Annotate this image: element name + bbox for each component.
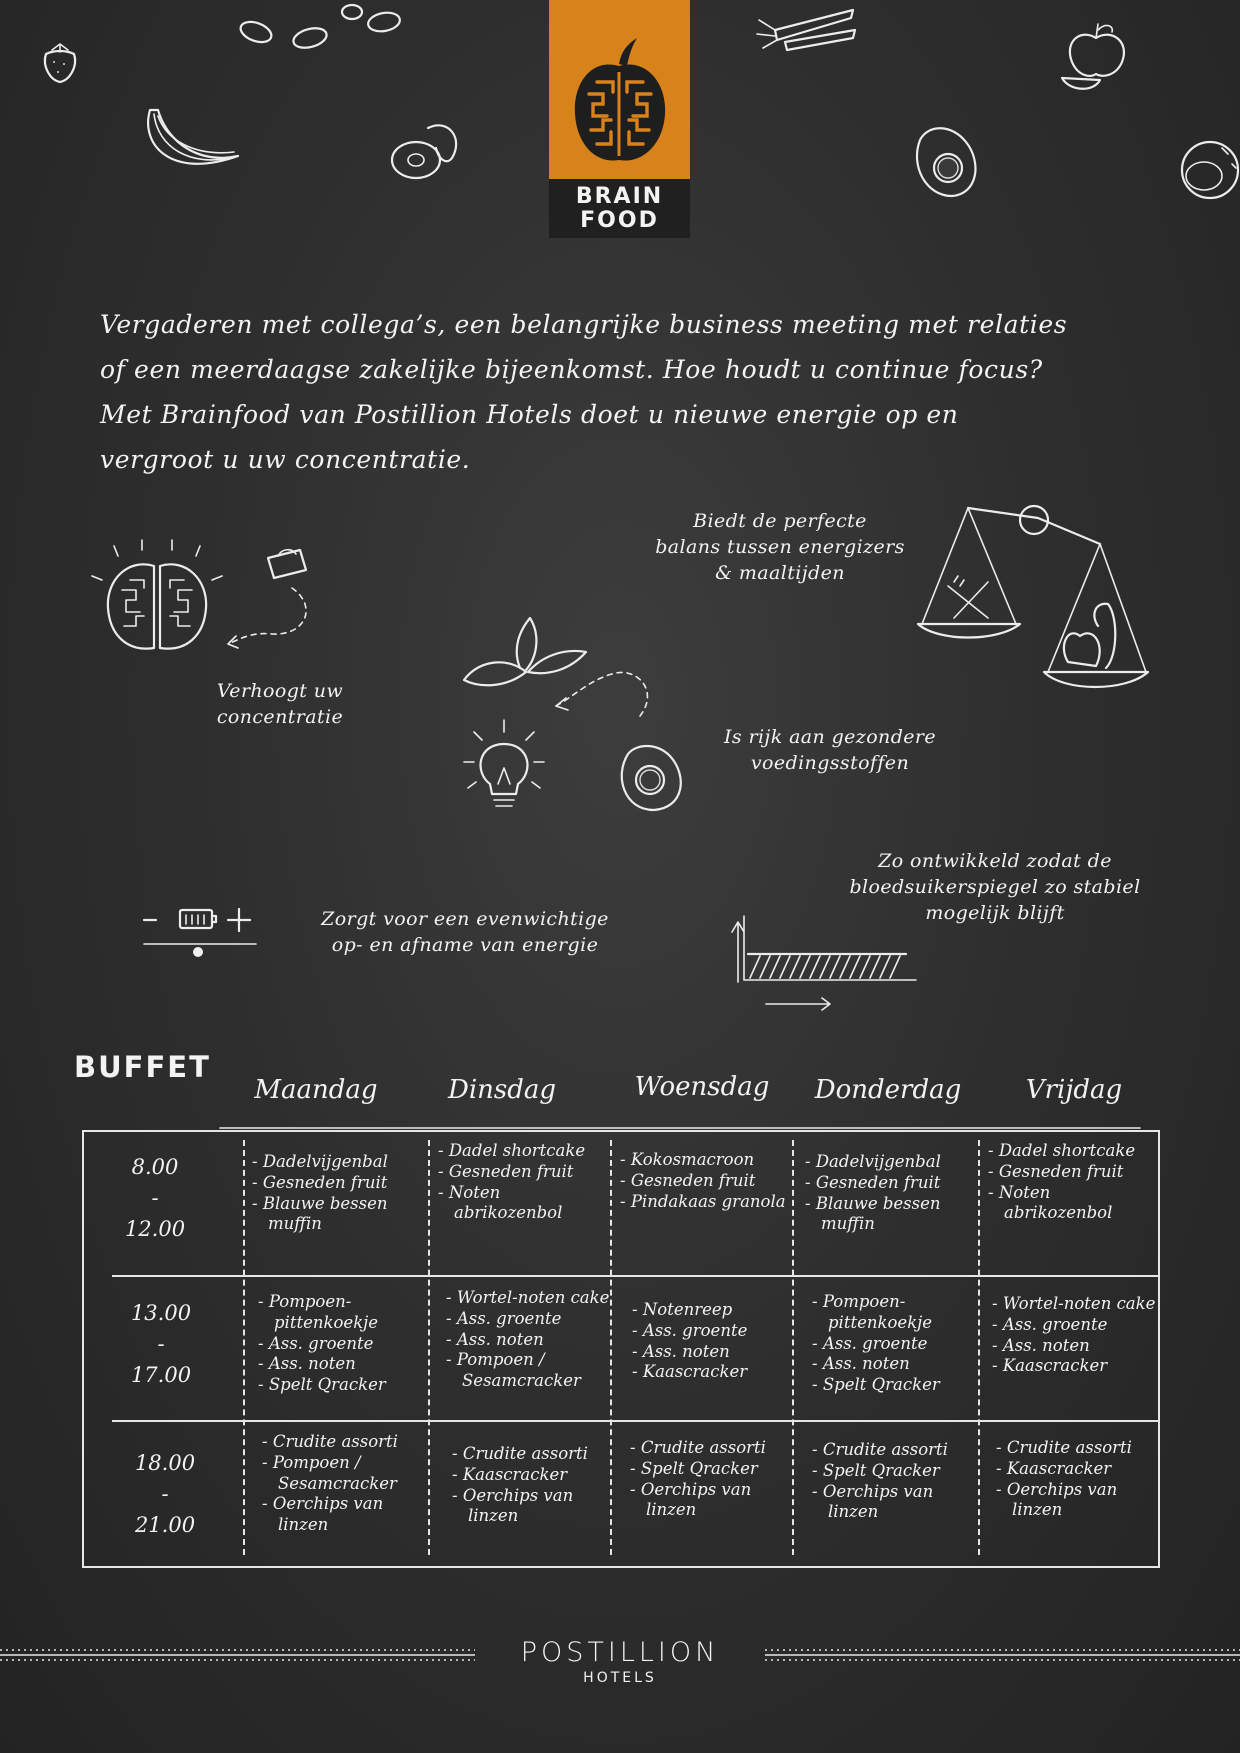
menu-item: - Spelt Qracker bbox=[630, 1458, 758, 1478]
day-header-donderdag: Donderdag bbox=[814, 1075, 962, 1105]
menu-item: - Spelt Qracker bbox=[258, 1375, 386, 1395]
menu-item: - Dadelvijgenbal bbox=[805, 1152, 941, 1171]
brain-icon bbox=[92, 540, 222, 670]
menu-item: - Ass. noten bbox=[258, 1354, 356, 1374]
footer-sub: HOTELS bbox=[583, 1670, 657, 1686]
menu-item: - Kaascracker bbox=[992, 1356, 1108, 1376]
menu-item: - Ass. noten bbox=[812, 1354, 910, 1374]
menu-item: - Ass. groente bbox=[446, 1308, 562, 1328]
intro-line: vergroot u uw concentratie. bbox=[100, 445, 471, 474]
menu-item: - Kaascracker bbox=[452, 1464, 568, 1484]
menu-cell bbox=[992, 1294, 1156, 1377]
banana-icon bbox=[140, 104, 245, 184]
menu-cell bbox=[252, 1152, 424, 1235]
note-line: bloedsuikerspiegel zo stabiel bbox=[849, 876, 1141, 898]
note-concentration bbox=[180, 678, 380, 730]
time-dash: - bbox=[157, 1332, 165, 1356]
menu-cell bbox=[262, 1432, 434, 1536]
note-line: Biedt de perfecte bbox=[693, 510, 867, 532]
menu-item: - Gesneden fruit bbox=[620, 1170, 756, 1190]
menu-item: - Ass. groente bbox=[992, 1314, 1108, 1334]
note-line: Verhoogt uw bbox=[216, 680, 344, 702]
menu-item: - Pompoen / Sesamcracker bbox=[262, 1452, 397, 1493]
menu-item: - Spelt Qracker bbox=[812, 1460, 940, 1480]
menu-item: - Wortel-noten cake bbox=[446, 1288, 610, 1307]
battery-icon bbox=[140, 906, 260, 962]
lightbulb-icon bbox=[464, 718, 544, 814]
time-slot-evening bbox=[110, 1448, 220, 1541]
menu-item: - Kokosmacroon bbox=[620, 1150, 755, 1169]
menu-item: - Ass. noten bbox=[992, 1335, 1090, 1355]
note-line: concentratie bbox=[216, 706, 344, 728]
menu-item: - Ass. noten bbox=[446, 1329, 544, 1349]
row-divider bbox=[112, 1275, 1158, 1277]
beans-icon bbox=[236, 0, 406, 54]
menu-item: - Ass. groente bbox=[632, 1320, 748, 1340]
time-start: 8.00 bbox=[131, 1155, 179, 1179]
intro-line: Met Brainfood van Postillion Hotels doet u nieuwe energie op en bbox=[100, 400, 959, 429]
dashed-arrow-to-brain bbox=[222, 586, 322, 656]
strawberry-icon bbox=[38, 42, 82, 86]
menu-item: - Crudite assorti bbox=[812, 1440, 948, 1459]
menu-item: - Gesneden fruit bbox=[252, 1172, 388, 1192]
day-header-vrijdag: Vrijdag bbox=[1025, 1075, 1123, 1105]
carrots-icon bbox=[755, 0, 860, 58]
time-dash: - bbox=[151, 1186, 159, 1210]
menu-item: - Dadelvijgenbal bbox=[252, 1152, 388, 1171]
menu-cell bbox=[630, 1438, 802, 1521]
time-end: 12.00 bbox=[124, 1217, 186, 1241]
note-line: Is rijk aan gezondere bbox=[723, 726, 937, 748]
menu-cell bbox=[632, 1300, 804, 1383]
day-header-dinsdag: Dinsdag bbox=[447, 1075, 557, 1105]
menu-cell bbox=[812, 1440, 984, 1523]
scale-icon bbox=[918, 506, 1148, 704]
time-slot-morning bbox=[100, 1152, 210, 1245]
menu-item: - Ass. groente bbox=[812, 1333, 928, 1353]
intro-line: Vergaderen met collega’s, een belangrijke business meeting met relaties bbox=[100, 310, 1068, 339]
kiwi-icon bbox=[388, 118, 464, 184]
note-bloodsugar bbox=[830, 848, 1160, 926]
menu-item: - Oerchips van linzen bbox=[262, 1494, 384, 1535]
menu-cell bbox=[438, 1141, 610, 1224]
menu-item: - Crudite assorti bbox=[630, 1438, 766, 1457]
intro-paragraph bbox=[100, 302, 1160, 482]
menu-cell bbox=[452, 1444, 624, 1527]
buffet-title: BUFFET bbox=[74, 1050, 211, 1084]
note-balance bbox=[640, 508, 920, 586]
menu-item: - Pompoen-pittenkoekje bbox=[258, 1292, 379, 1332]
menu-item: - Dadel shortcake bbox=[438, 1141, 586, 1160]
note-line: voedingsstoffen bbox=[750, 752, 910, 774]
day-header-woensdag: Woensdag bbox=[634, 1072, 770, 1102]
menu-cell bbox=[988, 1141, 1156, 1224]
intro-line: of een meerdaagse zakelijke bijeenkomst. Hoe houdt u continue focus? bbox=[100, 355, 1043, 384]
menu-item: - Noten abrikozenbol bbox=[438, 1182, 563, 1223]
graph-icon bbox=[730, 916, 920, 1014]
menu-item: - Crudite assorti bbox=[262, 1432, 398, 1451]
day-header-maandag: Maandag bbox=[254, 1075, 378, 1105]
column-divider bbox=[243, 1140, 245, 1555]
menu-item: - Kaascracker bbox=[996, 1458, 1112, 1478]
logo-line-food: FOOD bbox=[580, 208, 659, 233]
avocado-icon bbox=[908, 122, 984, 202]
brain-apple-icon bbox=[567, 34, 673, 174]
time-slot-afternoon bbox=[106, 1298, 216, 1391]
footer-brand: POSTILLION bbox=[520, 1637, 720, 1668]
note-line: & maaltijden bbox=[715, 562, 845, 584]
menu-item: - Wortel-noten cake bbox=[992, 1294, 1156, 1313]
menu-item: - Notenreep bbox=[632, 1300, 733, 1319]
note-line: Zo ontwikkeld zodat de bbox=[878, 850, 1112, 872]
menu-item: - Pindakaas granola bbox=[620, 1191, 786, 1211]
menu-item: - Oerchips van linzen bbox=[630, 1479, 752, 1520]
menu-item: - Crudite assorti bbox=[996, 1438, 1132, 1457]
menu-item: - Gesneden fruit bbox=[438, 1161, 574, 1181]
time-start: 18.00 bbox=[134, 1451, 196, 1475]
menu-item: - Ass. groente bbox=[258, 1333, 374, 1353]
avocado-icon bbox=[614, 740, 690, 816]
menu-cell bbox=[446, 1288, 618, 1392]
menu-cell bbox=[620, 1150, 792, 1212]
time-dash: - bbox=[161, 1482, 169, 1506]
menu-item: - Gesneden fruit bbox=[805, 1172, 941, 1192]
menu-item: - Pompoen / Sesamcracker bbox=[446, 1350, 581, 1391]
menu-item: - Oerchips van linzen bbox=[812, 1481, 934, 1522]
logo-line-brain: BRAIN bbox=[575, 184, 664, 209]
note-line: balans tussen energizers bbox=[655, 536, 905, 558]
apple-icon bbox=[1060, 20, 1136, 92]
menu-item: - Blauwe bessen muffin bbox=[805, 1193, 941, 1234]
menu-item: - Spelt Qracker bbox=[812, 1375, 940, 1395]
note-line: mogelijk blijft bbox=[925, 902, 1065, 924]
time-end: 17.00 bbox=[130, 1363, 192, 1387]
note-nutrients bbox=[680, 724, 980, 776]
menu-item: - Blauwe bessen muffin bbox=[252, 1193, 388, 1234]
time-end: 21.00 bbox=[134, 1513, 196, 1537]
menu-cell bbox=[812, 1292, 984, 1396]
brainfood-logo bbox=[549, 0, 690, 238]
menu-cell bbox=[996, 1438, 1156, 1521]
note-energy bbox=[290, 906, 640, 958]
menu-item: - Gesneden fruit bbox=[988, 1161, 1124, 1181]
menu-item: - Dadel shortcake bbox=[988, 1141, 1136, 1160]
note-line: Zorgt voor een evenwichtige bbox=[321, 908, 609, 930]
menu-item: - Oerchips van linzen bbox=[996, 1479, 1118, 1520]
menu-cell bbox=[258, 1292, 430, 1396]
menu-item: - Noten abrikozenbol bbox=[988, 1182, 1113, 1223]
menu-item: - Oerchips van linzen bbox=[452, 1485, 574, 1526]
time-start: 13.00 bbox=[130, 1301, 192, 1325]
coconut-icon bbox=[1172, 134, 1240, 204]
menu-item: - Ass. noten bbox=[632, 1341, 730, 1361]
menu-item: - Crudite assorti bbox=[452, 1444, 588, 1463]
chocolate-icon bbox=[264, 544, 310, 584]
menu-item: - Pompoen-pittenkoekje bbox=[812, 1292, 933, 1332]
menu-item: - Kaascracker bbox=[632, 1362, 748, 1382]
dashed-arrow-to-bulb bbox=[540, 660, 660, 720]
note-line: op- en afname van energie bbox=[331, 934, 599, 956]
row-divider bbox=[112, 1420, 1158, 1422]
menu-cell bbox=[805, 1152, 977, 1235]
